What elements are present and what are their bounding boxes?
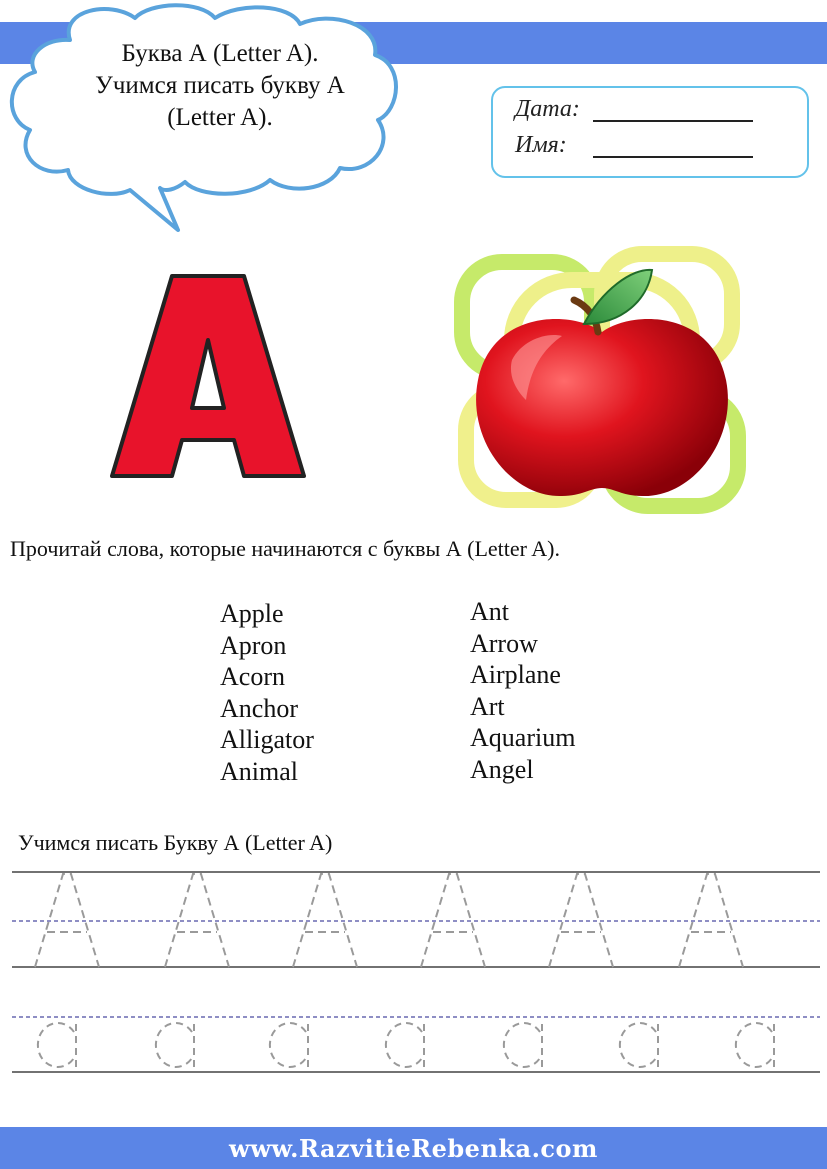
- big-letter-a-icon: [108, 270, 308, 482]
- tracing-area: [0, 860, 827, 1090]
- footer-banner: [0, 1127, 827, 1169]
- list-item: Arrow: [470, 628, 538, 658]
- name-line: [593, 156, 753, 158]
- instruction-text: Прочитай слова, которые начинаются с буквы А (Letter A).: [10, 536, 560, 561]
- list-item: Apple: [220, 599, 284, 628]
- date-label: Дата:: [515, 96, 580, 122]
- bubble-line: Учимся писать букву А: [95, 72, 345, 99]
- word-list-left: [220, 598, 314, 788]
- tracing-letter-lower: [156, 1023, 194, 1072]
- bubble-line: Буква А (Letter A).: [121, 40, 319, 67]
- list-item: Anchor: [220, 693, 298, 723]
- bubble-text: [40, 38, 400, 134]
- list-item: Angel: [470, 754, 534, 784]
- list-item: Art: [470, 691, 505, 721]
- date-name-box: [491, 86, 809, 178]
- word-list-right: [470, 596, 575, 786]
- tracing-letter-lower: [736, 1023, 774, 1072]
- tracing-letter-lower: [386, 1023, 424, 1072]
- footer-url[interactable]: www.RazvitieRebenka.com: [229, 1133, 598, 1163]
- list-item: Alligator: [220, 725, 314, 755]
- bubble-line: (Letter A).: [167, 104, 273, 131]
- list-item: Aquarium: [470, 723, 576, 753]
- list-item: Ant: [470, 597, 509, 626]
- tracing-letter-lower: [38, 1023, 76, 1072]
- date-line: [593, 120, 753, 122]
- writing-title: Учимся писать Букву А (Letter A): [18, 830, 333, 855]
- apple-icon: [452, 240, 752, 520]
- list-item: Apron: [220, 630, 287, 660]
- tracing-letter-lower: [620, 1023, 658, 1072]
- list-item: Airplane: [470, 660, 561, 690]
- name-label: Имя:: [515, 132, 567, 158]
- tracing-letter-lower: [504, 1023, 542, 1072]
- list-item: Animal: [220, 756, 298, 786]
- list-item: Acorn: [220, 662, 285, 692]
- tracing-letter-lower: [270, 1023, 308, 1072]
